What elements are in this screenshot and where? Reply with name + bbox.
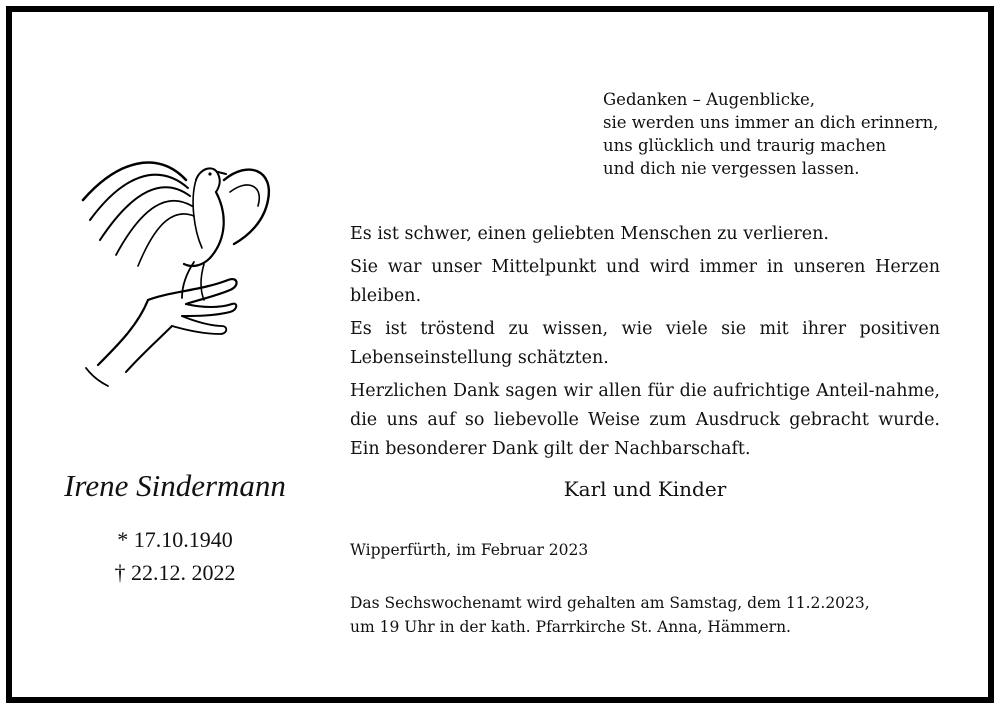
message-paragraph: Es ist schwer, einen geliebten Menschen zu verlieren. bbox=[350, 224, 829, 244]
place-date: Wipperfürth, im Februar 2023 bbox=[350, 541, 589, 559]
motto-line: uns glücklich und traurig machen bbox=[603, 136, 887, 155]
birth-date: * 17.10.1940 bbox=[117, 527, 233, 552]
life-dates bbox=[0, 523, 350, 589]
motto-line: Gedanken – Augenblicke, bbox=[603, 90, 815, 109]
deceased-name: Irene Sindermann bbox=[64, 468, 286, 503]
service-notice bbox=[350, 591, 870, 639]
message-paragraph: Sie war unser Mittelpunkt und wird immer in unseren Herzen bleiben. bbox=[350, 257, 940, 306]
message-paragraph: Herzlichen Dank sagen wir allen für die aufrichtige Anteil-nahme, die uns auf so liebevolle Weise zum Ausdruck gebracht wurde. Ein besonderer Dank gilt der Nachbarschaft. bbox=[350, 381, 940, 459]
service-line: um 19 Uhr in der kath. Pfarrkirche St. Anna, Hämmern. bbox=[350, 618, 791, 636]
motto-line: sie werden uns immer an dich erinnern, bbox=[603, 113, 939, 132]
death-date: † 22.12. 2022 bbox=[114, 560, 236, 585]
message-text bbox=[350, 220, 940, 468]
motto-poem bbox=[603, 88, 939, 180]
dove-over-hand-icon bbox=[78, 140, 278, 390]
service-line: Das Sechswochenamt wird gehalten am Samstag, dem 11.2.2023, bbox=[350, 594, 870, 612]
message-paragraph: Es ist tröstend zu wissen, wie viele sie mit ihrer positiven Lebenseinstellung schätzten. bbox=[350, 319, 940, 368]
signature: Karl und Kinder bbox=[563, 477, 727, 501]
motto-line: und dich nie vergessen lassen. bbox=[603, 159, 860, 178]
